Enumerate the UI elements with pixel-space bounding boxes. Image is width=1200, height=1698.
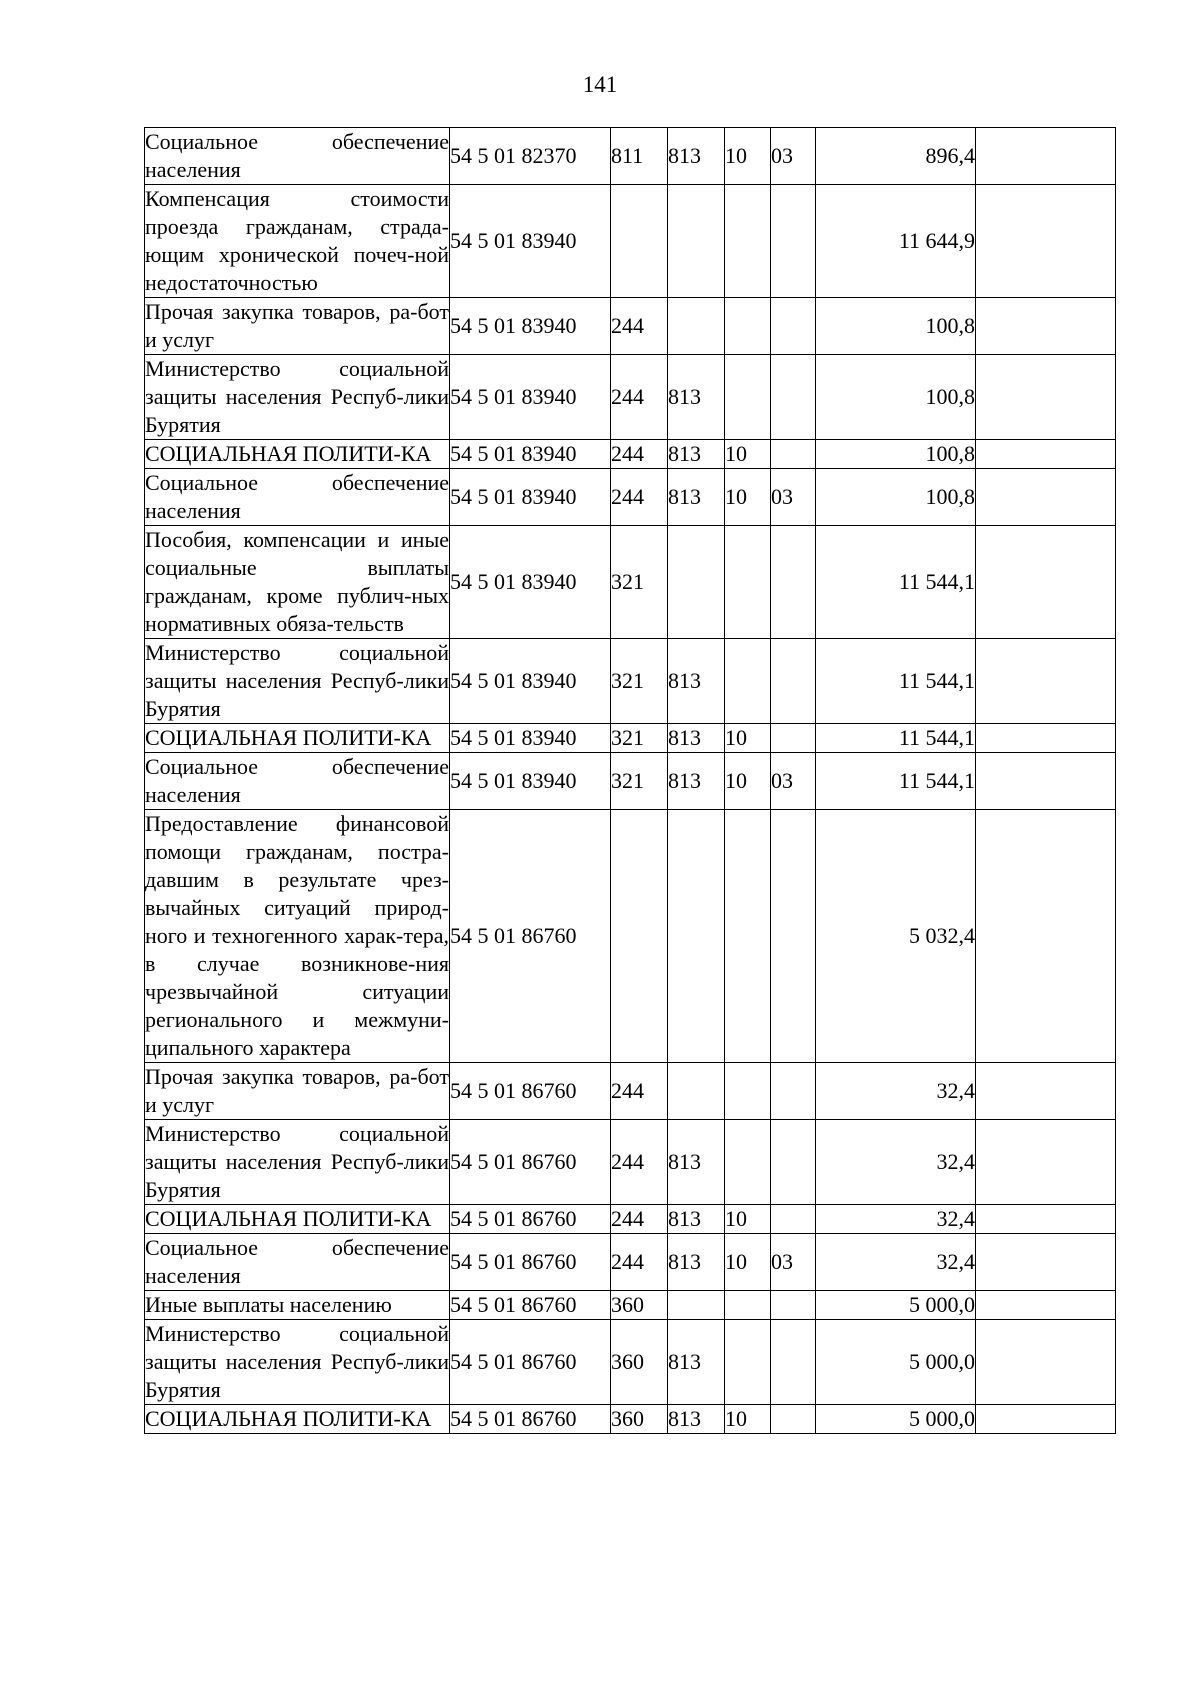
row-amount: 5 000,0	[816, 1291, 976, 1320]
row-expense-type: 244	[611, 440, 668, 469]
row-name: Министерство социальной защиты населения Респуб-лики Бурятия	[145, 639, 450, 724]
row-section	[725, 355, 771, 440]
row-name: Социальное обеспечение населения	[145, 469, 450, 526]
row-expense-type	[611, 185, 668, 298]
row-section	[725, 1063, 771, 1120]
row-section: 10	[725, 1205, 771, 1234]
row-extra	[976, 1205, 1116, 1234]
row-target-code: 54 5 01 86760	[450, 1205, 611, 1234]
row-section	[725, 1320, 771, 1405]
row-extra	[976, 1063, 1116, 1120]
row-amount: 11 544,1	[816, 526, 976, 639]
row-extra	[976, 753, 1116, 810]
row-target-code: 54 5 01 83940	[450, 298, 611, 355]
row-ministry-code: 813	[668, 639, 725, 724]
row-target-code: 54 5 01 83940	[450, 724, 611, 753]
row-amount: 11 544,1	[816, 724, 976, 753]
row-expense-type: 321	[611, 526, 668, 639]
row-expense-type: 321	[611, 753, 668, 810]
row-amount: 100,8	[816, 440, 976, 469]
row-amount: 32,4	[816, 1120, 976, 1205]
row-target-code: 54 5 01 86760	[450, 1320, 611, 1405]
row-name: Прочая закупка товаров, ра-бот и услуг	[145, 1063, 450, 1120]
row-target-code: 54 5 01 86760	[450, 1234, 611, 1291]
row-expense-type: 360	[611, 1405, 668, 1434]
row-expense-type	[611, 810, 668, 1063]
table-row	[145, 355, 1116, 440]
row-subsection	[771, 526, 816, 639]
row-extra	[976, 185, 1116, 298]
row-section	[725, 810, 771, 1063]
row-name: Социальное обеспечение населения	[145, 753, 450, 810]
row-extra	[976, 355, 1116, 440]
row-expense-type: 244	[611, 1120, 668, 1205]
row-extra	[976, 298, 1116, 355]
budget-table-body	[145, 128, 1116, 1434]
row-ministry-code: 813	[668, 469, 725, 526]
row-expense-type: 321	[611, 639, 668, 724]
row-expense-type: 244	[611, 355, 668, 440]
table-row	[145, 185, 1116, 298]
page-number: 141	[582, 72, 618, 97]
row-expense-type: 244	[611, 298, 668, 355]
row-extra	[976, 1320, 1116, 1405]
row-ministry-code: 813	[668, 724, 725, 753]
row-target-code: 54 5 01 83940	[450, 526, 611, 639]
row-section: 10	[725, 469, 771, 526]
row-target-code: 54 5 01 83940	[450, 753, 611, 810]
row-amount: 5 032,4	[816, 810, 976, 1063]
row-subsection: 03	[771, 753, 816, 810]
row-ministry-code	[668, 298, 725, 355]
row-subsection	[771, 1063, 816, 1120]
row-ministry-code: 813	[668, 1120, 725, 1205]
row-target-code: 54 5 01 86760	[450, 1120, 611, 1205]
row-ministry-code: 813	[668, 355, 725, 440]
row-amount: 100,8	[816, 298, 976, 355]
row-extra	[976, 639, 1116, 724]
row-ministry-code: 813	[668, 440, 725, 469]
row-expense-type: 244	[611, 1205, 668, 1234]
row-subsection	[771, 1120, 816, 1205]
row-section: 10	[725, 440, 771, 469]
row-extra	[976, 1405, 1116, 1434]
row-section: 10	[725, 724, 771, 753]
row-ministry-code: 813	[668, 1205, 725, 1234]
table-row	[145, 639, 1116, 724]
row-name: Компенсация стоимости проезда гражданам, страда-ющим хронической почеч-ной недостаточностью	[145, 185, 450, 298]
row-amount: 5 000,0	[816, 1405, 976, 1434]
row-section: 10	[725, 1234, 771, 1291]
table-row	[145, 1405, 1116, 1434]
table-row	[145, 753, 1116, 810]
budget-table	[144, 127, 1116, 1434]
row-ministry-code	[668, 185, 725, 298]
row-amount: 5 000,0	[816, 1320, 976, 1405]
row-expense-type: 244	[611, 1234, 668, 1291]
row-ministry-code	[668, 1291, 725, 1320]
row-section	[725, 1291, 771, 1320]
row-expense-type: 360	[611, 1291, 668, 1320]
row-section	[725, 526, 771, 639]
table-row	[145, 1120, 1116, 1205]
row-ministry-code: 813	[668, 128, 725, 185]
row-section	[725, 639, 771, 724]
row-amount: 100,8	[816, 355, 976, 440]
row-subsection	[771, 298, 816, 355]
row-expense-type: 244	[611, 1063, 668, 1120]
row-name: Пособия, компенсации и иные социальные выплаты гражданам, кроме публич-ных нормативных обяза-тельств	[145, 526, 450, 639]
row-extra	[976, 526, 1116, 639]
row-subsection	[771, 1320, 816, 1405]
row-subsection	[771, 1205, 816, 1234]
row-subsection	[771, 810, 816, 1063]
row-name: СОЦИАЛЬНАЯ ПОЛИТИ-КА	[145, 1405, 450, 1434]
row-ministry-code	[668, 526, 725, 639]
row-extra	[976, 1291, 1116, 1320]
row-expense-type: 811	[611, 128, 668, 185]
row-subsection	[771, 639, 816, 724]
row-subsection: 03	[771, 1234, 816, 1291]
table-row	[145, 469, 1116, 526]
row-ministry-code: 813	[668, 1320, 725, 1405]
row-name: Министерство социальной защиты населения Респуб-лики Бурятия	[145, 1120, 450, 1205]
row-amount: 32,4	[816, 1234, 976, 1291]
row-target-code: 54 5 01 83940	[450, 639, 611, 724]
row-amount: 11 544,1	[816, 753, 976, 810]
row-section	[725, 1120, 771, 1205]
row-extra	[976, 1120, 1116, 1205]
row-ministry-code: 813	[668, 1234, 725, 1291]
row-subsection	[771, 1291, 816, 1320]
table-row	[145, 298, 1116, 355]
row-subsection	[771, 440, 816, 469]
row-amount: 32,4	[816, 1063, 976, 1120]
row-name: Предоставление финансовой помощи гражданам, постра-давшим в результате чрез-вычайных ситуаций природ-ного и техногенного харак-тера, в случае возникнове-ния чрезвычайной ситуации регионального и межмуни-ципального характера	[145, 810, 450, 1063]
row-extra	[976, 440, 1116, 469]
row-name: СОЦИАЛЬНАЯ ПОЛИТИ-КА	[145, 724, 450, 753]
row-target-code: 54 5 01 83940	[450, 469, 611, 526]
row-expense-type: 360	[611, 1320, 668, 1405]
row-extra	[976, 469, 1116, 526]
row-amount: 11 544,1	[816, 639, 976, 724]
table-row	[145, 1234, 1116, 1291]
row-target-code: 54 5 01 83940	[450, 355, 611, 440]
table-row	[145, 1063, 1116, 1120]
row-name: СОЦИАЛЬНАЯ ПОЛИТИ-КА	[145, 1205, 450, 1234]
row-subsection: 03	[771, 128, 816, 185]
row-amount: 11 644,9	[816, 185, 976, 298]
table-row	[145, 526, 1116, 639]
row-name: Министерство социальной защиты населения Респуб-лики Бурятия	[145, 1320, 450, 1405]
row-section: 10	[725, 128, 771, 185]
table-row	[145, 810, 1116, 1063]
row-subsection	[771, 185, 816, 298]
row-target-code: 54 5 01 82370	[450, 128, 611, 185]
row-section	[725, 185, 771, 298]
row-ministry-code	[668, 810, 725, 1063]
row-amount: 896,4	[816, 128, 976, 185]
row-name: СОЦИАЛЬНАЯ ПОЛИТИ-КА	[145, 440, 450, 469]
row-subsection	[771, 724, 816, 753]
table-row	[145, 1291, 1116, 1320]
table-row	[145, 724, 1116, 753]
row-subsection: 03	[771, 469, 816, 526]
row-ministry-code	[668, 1063, 725, 1120]
row-section	[725, 298, 771, 355]
row-target-code: 54 5 01 86760	[450, 1063, 611, 1120]
row-expense-type: 321	[611, 724, 668, 753]
row-name: Иные выплаты населению	[145, 1291, 450, 1320]
row-extra	[976, 724, 1116, 753]
row-ministry-code: 813	[668, 753, 725, 810]
table-row	[145, 1320, 1116, 1405]
row-extra	[976, 1234, 1116, 1291]
row-amount: 100,8	[816, 469, 976, 526]
row-amount: 32,4	[816, 1205, 976, 1234]
row-ministry-code: 813	[668, 1405, 725, 1434]
row-section: 10	[725, 753, 771, 810]
row-extra	[976, 128, 1116, 185]
row-subsection	[771, 355, 816, 440]
row-target-code: 54 5 01 86760	[450, 1405, 611, 1434]
row-name: Прочая закупка товаров, ра-бот и услуг	[145, 298, 450, 355]
row-target-code: 54 5 01 86760	[450, 1291, 611, 1320]
row-target-code: 54 5 01 86760	[450, 810, 611, 1063]
row-target-code: 54 5 01 83940	[450, 185, 611, 298]
row-subsection	[771, 1405, 816, 1434]
row-section: 10	[725, 1405, 771, 1434]
row-name: Министерство социальной защиты населения Респуб-лики Бурятия	[145, 355, 450, 440]
row-target-code: 54 5 01 83940	[450, 440, 611, 469]
row-name: Социальное обеспечение населения	[145, 1234, 450, 1291]
row-extra	[976, 810, 1116, 1063]
table-row	[145, 440, 1116, 469]
table-row	[145, 1205, 1116, 1234]
table-row	[145, 128, 1116, 185]
row-name: Социальное обеспечение населения	[145, 128, 450, 185]
row-expense-type: 244	[611, 469, 668, 526]
